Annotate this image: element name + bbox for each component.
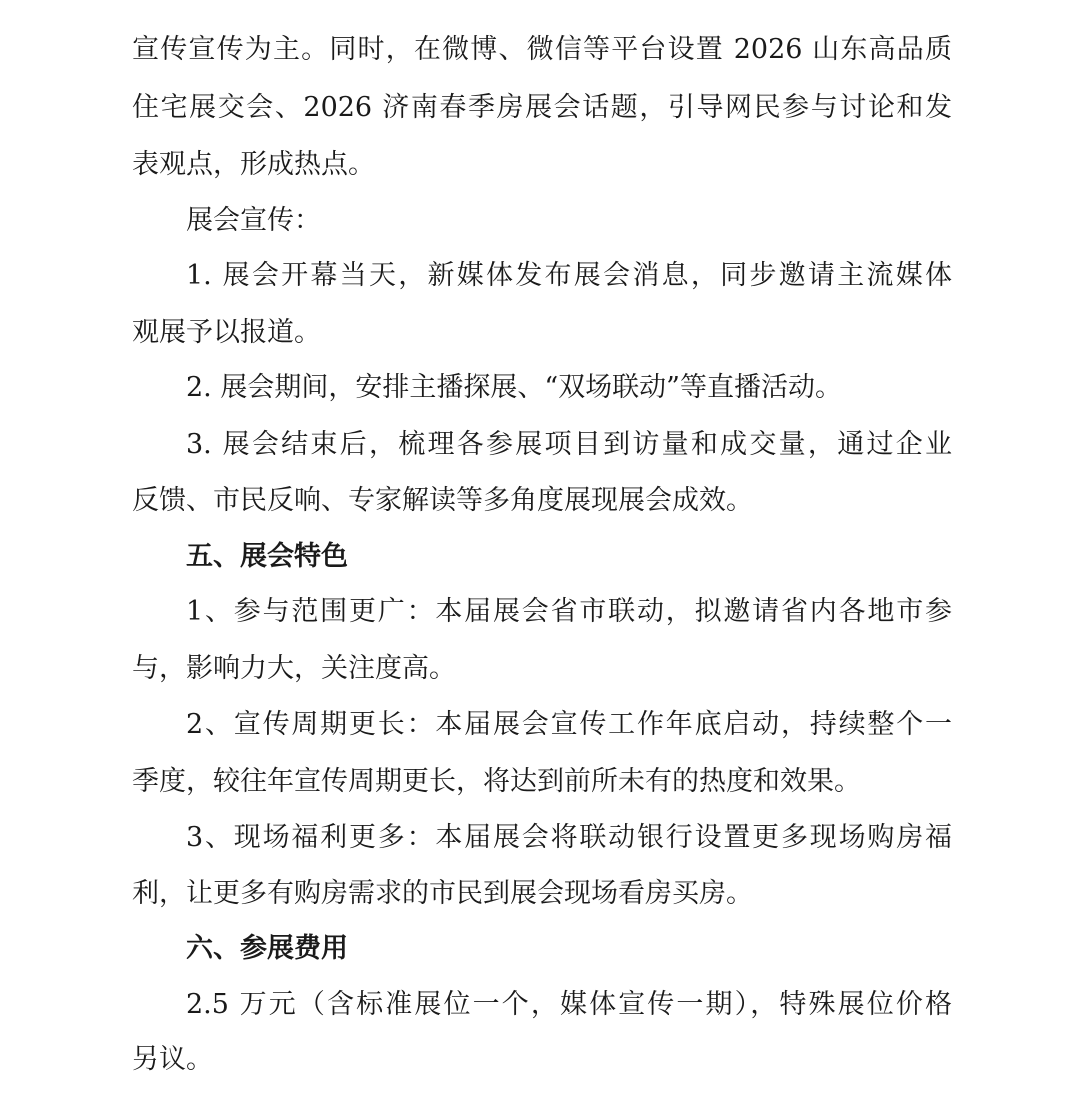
list-item-line: 2、宣传周期更长：本届展会宣传工作年底启动，持续整个一: [186, 709, 952, 740]
list-item-line: 3、现场福利更多：本届展会将联动银行设置更多现场购房福: [186, 822, 952, 853]
list-item-line: 2. 展会期间，安排主播探展、“双场联动”等直播活动。: [186, 372, 842, 403]
paragraph-line: 住宅展交会、2026 济南春季房展会话题，引导网民参与讨论和发: [132, 92, 952, 123]
list-item-line: 观展予以报道。: [132, 317, 321, 348]
list-item-line: 与，影响力大，关注度高。: [132, 653, 456, 684]
list-item-line: 3. 展会结束后，梳理各参展项目到访量和成交量，通过企业: [186, 429, 952, 460]
section-heading: 五、展会特色: [186, 541, 348, 572]
subheading: 展会宣传：: [186, 205, 321, 236]
list-item-line: 1. 展会开幕当天，新媒体发布展会消息，同步邀请主流媒体: [186, 260, 952, 291]
list-item-line: 利，让更多有购房需求的市民到展会现场看房买房。: [132, 878, 753, 909]
paragraph-line: 另议。: [132, 1044, 213, 1075]
list-item-line: 1、参与范围更广：本届展会省市联动，拟邀请省内各地市参: [186, 596, 952, 627]
list-item-line: 反馈、市民反响、专家解读等多角度展现展会成效。: [132, 485, 753, 516]
list-item-line: 季度，较往年宣传周期更长，将达到前所未有的热度和效果。: [132, 766, 861, 797]
paragraph-line: 表观点，形成热点。: [132, 149, 375, 180]
paragraph-line: 2.5 万元（含标准展位一个，媒体宣传一期），特殊展位价格: [186, 989, 952, 1020]
section-heading: 六、参展费用: [186, 933, 348, 964]
paragraph-line: 宣传宣传为主。同时，在微博、微信等平台设置 2026 山东高品质: [132, 34, 952, 65]
